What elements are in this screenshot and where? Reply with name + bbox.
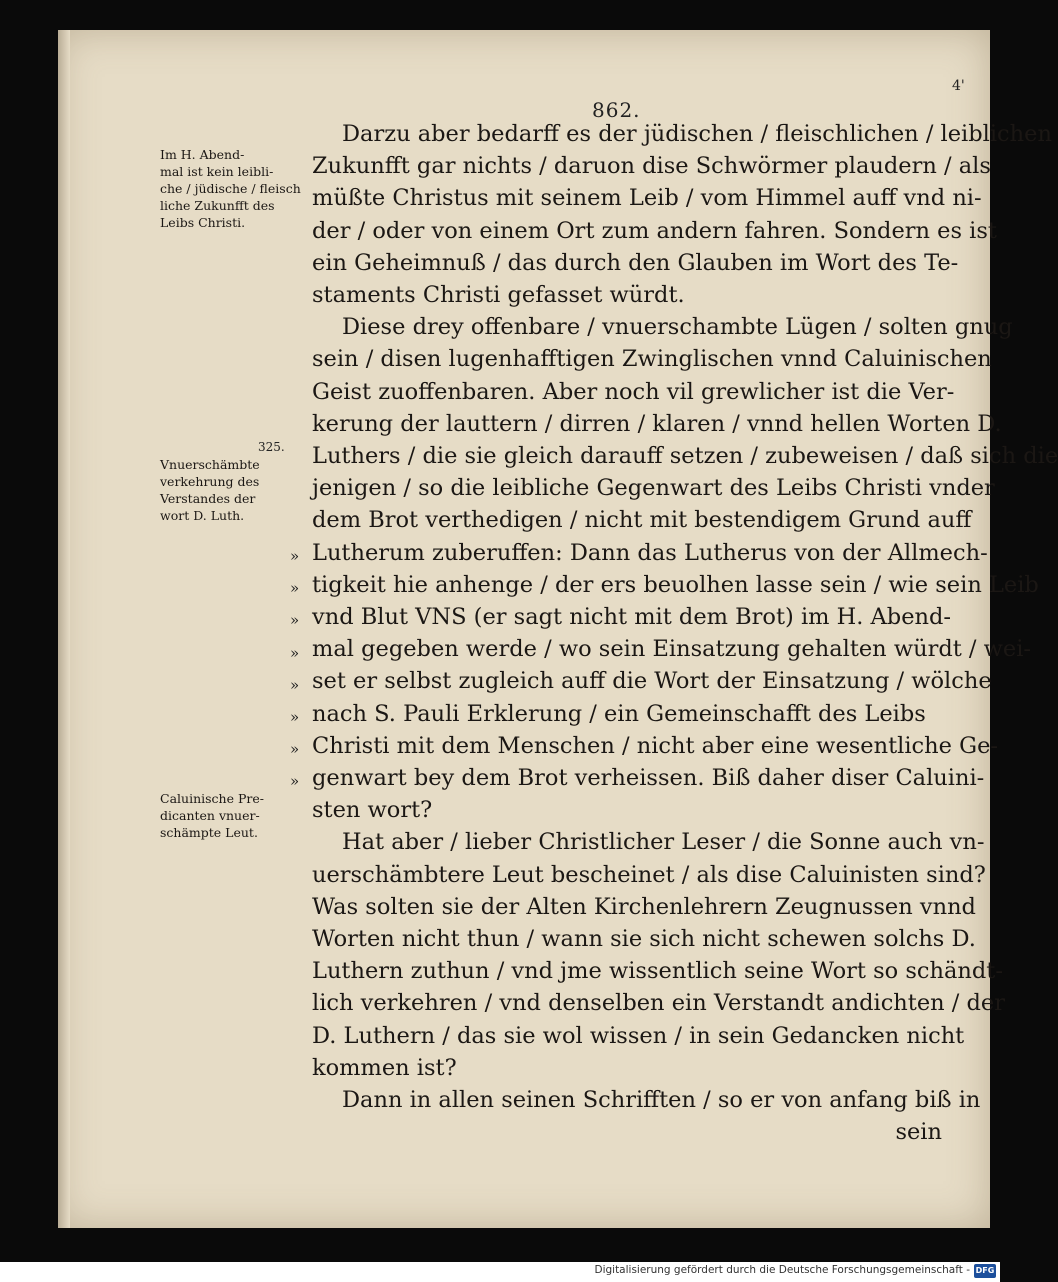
- sidenote-line: dicanten vnuer-: [160, 808, 260, 823]
- text-line: Geist zuoffenbaren. Aber noch vil grewlicher ist die Ver-: [312, 378, 955, 405]
- text-line: kommen ist?: [312, 1054, 457, 1081]
- text-line: Dann in allen seinen Schrifften / so er von anfang biß in: [342, 1087, 981, 1114]
- text-line: Diese drey offenbare / vnuerschambte Lügen / solten gnug: [342, 314, 1013, 341]
- text-line: mal gegeben werde / wo sein Einsatzung gehalten würdt / wei-: [312, 636, 1032, 663]
- text-line: sein / disen lugenhafftigen Zwinglischen vnnd Caluinischen: [312, 346, 992, 373]
- catchword: sein: [895, 1119, 942, 1146]
- sidenote-line: wort D. Luth.: [160, 508, 245, 523]
- page-number: 862.: [592, 98, 641, 122]
- sidenote-line: Leibs Christi.: [160, 215, 246, 230]
- main-text-block: [312, 118, 1058, 1149]
- corner-mark: 4': [952, 78, 965, 94]
- text-line: Worten nicht thun / wann sie sich nicht schewen solchs D.: [312, 926, 976, 953]
- sidenote-line: che / jüdische / fleisch: [160, 181, 301, 196]
- quote-mark: »: [290, 579, 300, 598]
- text-line: vnd Blut VNS (er sagt nicht mit dem Brot) im H. Abend-: [312, 604, 952, 631]
- quote-mark: »: [290, 547, 300, 565]
- quote-mark: »: [290, 772, 300, 791]
- sidenote-line: verkehrung des: [160, 474, 260, 489]
- text-line: müßte Christus mit seinem Leib / vom Himmel auff vnd ni-: [312, 185, 982, 212]
- sidenote-line: Im H. Abend-: [160, 147, 245, 162]
- text-line: uerschämbtere Leut bescheinet / als dise Caluinisten sind?: [312, 861, 986, 888]
- quote-mark: »: [290, 675, 300, 694]
- text-line: Darzu aber bedarff es der jüdischen / fleischlichen / leiblichen: [342, 121, 1052, 147]
- text-line: sten wort?: [312, 797, 433, 824]
- text-line: dem Brot verthedigen / nicht mit bestendigem Grund auff: [312, 507, 972, 534]
- text-line: nach S. Pauli Erklerung / ein Gemeinschafft des Leibs: [312, 700, 926, 727]
- text-line: set er selbst zugleich auff die Wort der Einsatzung / wölche: [312, 668, 992, 695]
- dfg-logo: DFG: [974, 1264, 996, 1278]
- sidenote-caluinische: [160, 790, 264, 841]
- text-line: D. Luthern / das sie wol wissen / in sein Gedancken nicht: [312, 1022, 965, 1049]
- quote-mark: »: [290, 611, 300, 630]
- page-gutter-shadow: [58, 30, 70, 1228]
- sidenote-line: Verstandes der: [160, 491, 256, 506]
- text-line: Was solten sie der Alten Kirchenlehrern Zeugnussen vnnd: [312, 893, 976, 920]
- quote-mark: »: [290, 643, 300, 662]
- text-line: der / oder von einem Ort zum andern fahren. Sondern es ist: [312, 217, 997, 244]
- text-line: kerung der lauttern / dirren / klaren / vnnd hellen Worten D.: [312, 410, 1002, 437]
- text-line: Luthers / die sie gleich darauff setzen / zubeweisen / daß sich die: [312, 443, 1058, 470]
- sidenote-line: schämpte Leut.: [160, 825, 258, 840]
- text-line: Lutherum zuberuffen: Dann das Lutherus von der Allmech-: [312, 539, 988, 566]
- sidenote-number: 325.: [258, 440, 285, 454]
- text-line: jenigen / so die leibliche Gegenwart des Leibs Christi vnder: [312, 475, 995, 502]
- sidenote-line: mal ist kein leibli-: [160, 164, 274, 179]
- funding-notice: Digitalisierung gefördert durch die Deutsche Forschungsgemeinschaft -: [594, 1264, 970, 1276]
- text-line: tigkeit hie anhenge / der ers beuolhen lasse sein / wie sein Leib: [312, 571, 1039, 598]
- text-line: genwart bey dem Brot verheissen. Biß daher diser Caluini-: [312, 765, 985, 792]
- quote-mark: »: [290, 708, 300, 727]
- text-line: Christi mit dem Menschen / nicht aber eine wesentliche Ge-: [312, 732, 998, 759]
- quote-mark: »: [290, 740, 300, 759]
- text-line: Luthern zuthun / vnd jme wissentlich seine Wort so schändt-: [312, 958, 1003, 985]
- sidenote-line: Vnuerschämbte: [160, 457, 260, 472]
- sidenote-verkehrung: [160, 456, 260, 524]
- sidenote-line: Caluinische Pre-: [160, 791, 264, 806]
- digitization-footer: [0, 1262, 1000, 1282]
- text-line: ein Geheimnuß / das durch den Glauben im Wort des Te-: [312, 249, 959, 276]
- sidenote-line: liche Zukunfft des: [160, 198, 275, 213]
- text-line: Hat aber / lieber Christlicher Leser / die Sonne auch vn-: [342, 829, 985, 856]
- text-line: lich verkehren / vnd denselben ein Verstandt andichten / der: [312, 990, 1005, 1017]
- quotation-marks-column: [290, 540, 299, 798]
- sidenote-abendmal: [160, 146, 301, 231]
- text-line: staments Christi gefasset würdt.: [312, 282, 685, 309]
- text-line: Zukunfft gar nichts / daruon dise Schwörmer plaudern / als: [312, 153, 991, 180]
